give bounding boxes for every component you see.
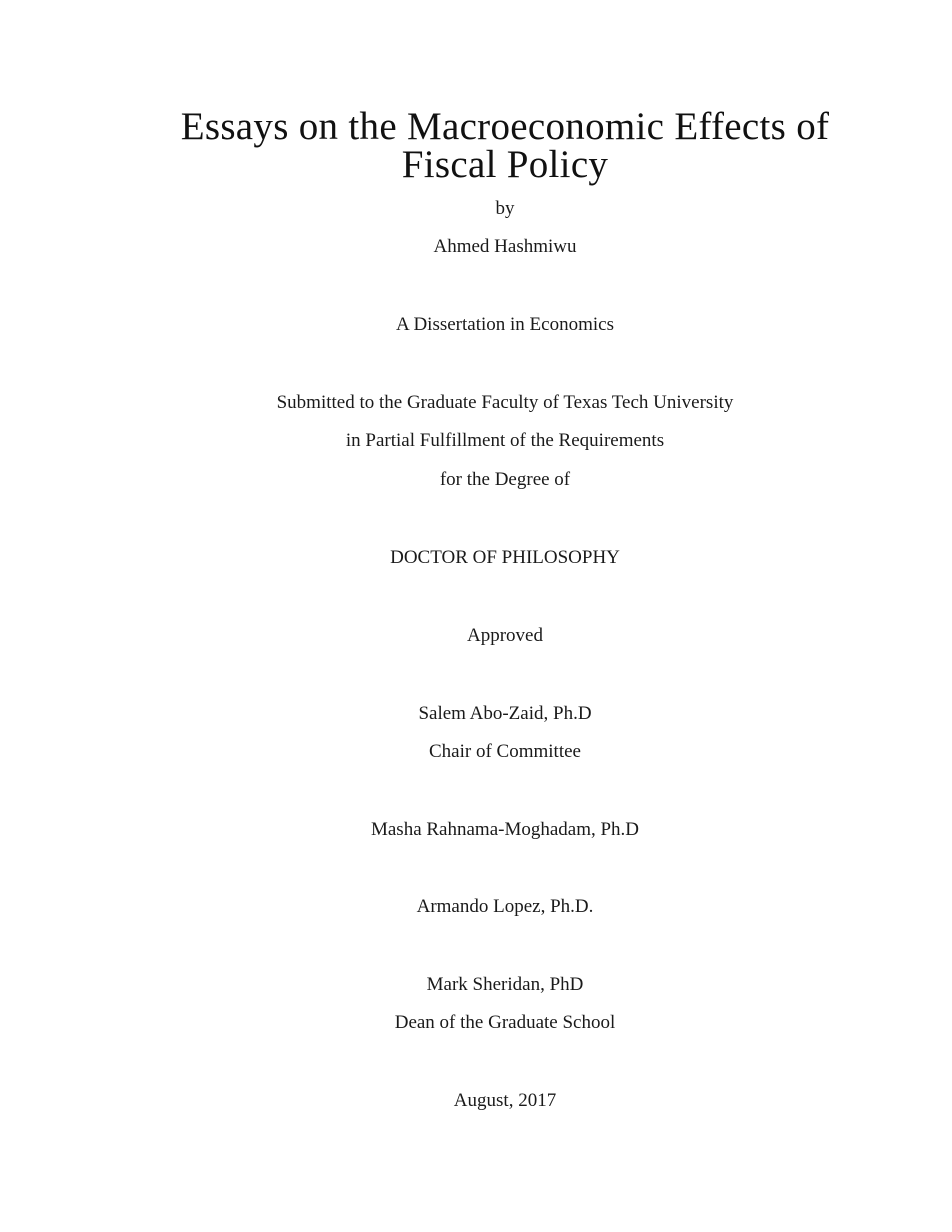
submission-line-1: Submitted to the Graduate Faculty of Texas Tech University: [276, 392, 734, 413]
author-name: Ahmed Hashmiwu: [433, 236, 577, 257]
title-line-2: Fiscal Policy: [401, 143, 609, 186]
submission-line-3: for the Degree of: [439, 469, 571, 490]
by-label: by: [495, 198, 515, 219]
submission-date: August, 2017: [453, 1090, 557, 1111]
title-line-1: Essays on the Macroeconomic Effects of: [180, 105, 830, 148]
degree-name: DOCTOR OF PHILOSOPHY: [390, 547, 620, 568]
committee-chair-name: Salem Abo-Zaid, Ph.D: [418, 703, 592, 724]
dissertation-type: A Dissertation in Economics: [396, 314, 614, 335]
dean-role: Dean of the Graduate School: [394, 1012, 616, 1033]
dissertation-title: [0, 105, 952, 186]
committee-chair-role: Chair of Committee: [429, 741, 581, 762]
approved-label: Approved: [467, 625, 543, 646]
submission-line-2: in Partial Fulfillment of the Requirements: [345, 430, 665, 451]
committee-member-name: Armando Lopez, Ph.D.: [416, 896, 594, 917]
committee-member-name: Masha Rahnama-Moghadam, Ph.D: [370, 819, 640, 840]
dean-name: Mark Sheridan, PhD: [426, 974, 584, 995]
